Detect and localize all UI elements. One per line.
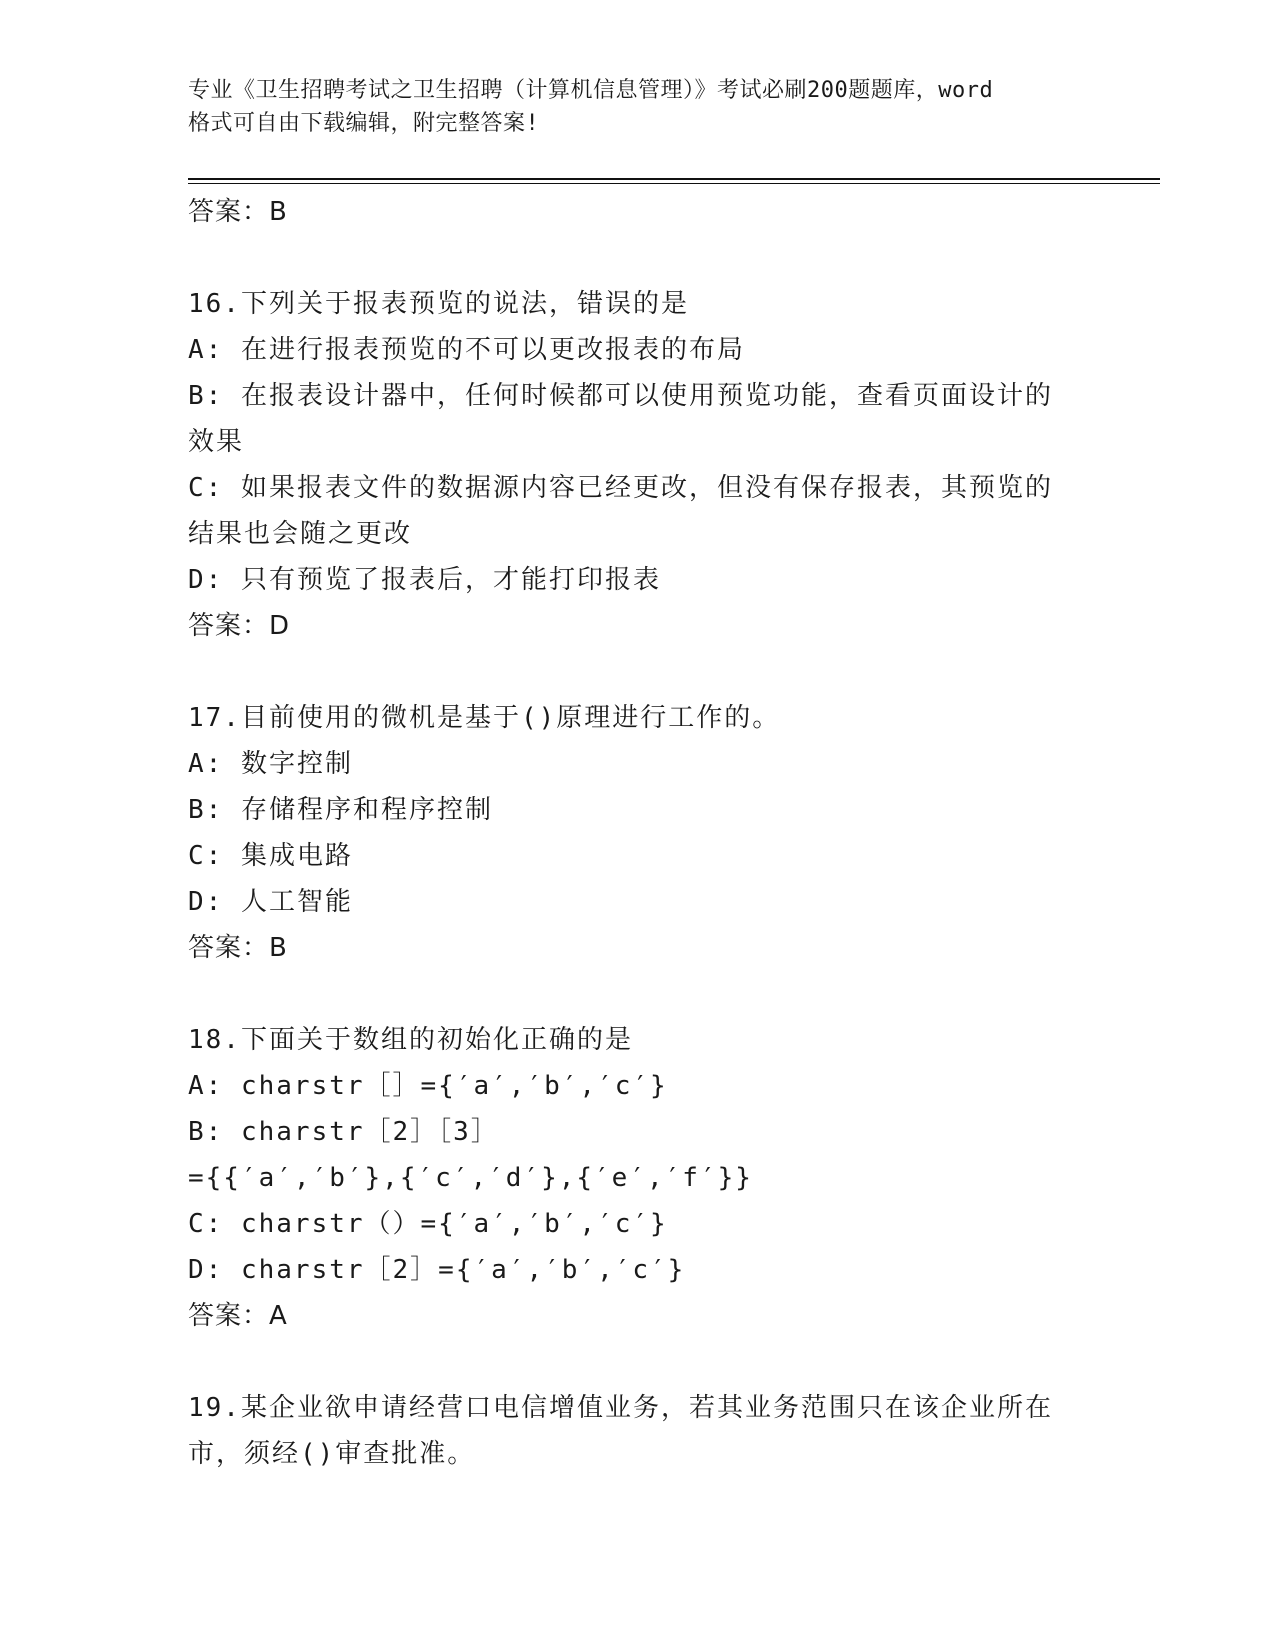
question-17	[188, 695, 1088, 971]
header-divider	[188, 178, 1160, 180]
option-c: C: 如果报表文件的数据源内容已经更改，但没有保存报表，其预览的	[188, 473, 1053, 503]
spacer	[188, 649, 1088, 695]
option-a: A: 数字控制	[188, 749, 353, 779]
answer: 答案：A	[188, 1301, 288, 1331]
header-line-2: 格式可自由下载编辑，附完整答案!	[188, 111, 540, 136]
option-b-continued: ={{′a′,′b′},{′c′,′d′},{′e′,′f′}}	[188, 1163, 753, 1193]
option-a: A: 在进行报表预览的不可以更改报表的布局	[188, 335, 745, 365]
option-b-continued: 效果	[188, 427, 245, 457]
spacer	[188, 235, 1088, 281]
question-stem: 19.某企业欲申请经营口电信增值业务，若其业务范围只在该企业所在	[188, 1393, 1053, 1423]
document-header	[188, 74, 1088, 140]
answer: 答案：B	[188, 933, 288, 963]
question-18	[188, 1017, 1088, 1339]
option-c: C: charstr（）={′a′,′b′,′c′}	[188, 1209, 668, 1239]
option-d: D: 人工智能	[188, 887, 353, 917]
previous-answer: 答案：B	[188, 197, 288, 227]
option-b: B: 存储程序和程序控制	[188, 795, 493, 825]
question-19	[188, 1385, 1088, 1477]
option-c-continued: 结果也会随之更改	[188, 519, 413, 549]
question-16	[188, 281, 1088, 649]
option-a: A: charstr［］={′a′,′b′,′c′}	[188, 1071, 668, 1101]
spacer	[188, 1339, 1088, 1385]
spacer	[188, 971, 1088, 1017]
question-stem: 18.下面关于数组的初始化正确的是	[188, 1025, 633, 1055]
answer: 答案：D	[188, 611, 291, 641]
option-c: C: 集成电路	[188, 841, 353, 871]
option-d: D: charstr［2］={′a′,′b′,′c′}	[188, 1255, 686, 1285]
option-b: B: 在报表设计器中，任何时候都可以使用预览功能，查看页面设计的	[188, 381, 1053, 411]
header-line-1: 专业《卫生招聘考试之卫生招聘（计算机信息管理）》考试必刷200题题库，word	[188, 78, 994, 103]
option-d: D: 只有预览了报表后，才能打印报表	[188, 565, 661, 595]
header-divider-thin	[188, 183, 1160, 184]
question-stem: 16.下列关于报表预览的说法，错误的是	[188, 289, 689, 319]
option-b: B: charstr［2］［3］	[188, 1117, 499, 1147]
question-list	[188, 189, 1088, 1477]
question-stem-continued: 市，须经()审查批准。	[188, 1439, 476, 1469]
question-stem: 17.目前使用的微机是基于()原理进行工作的。	[188, 703, 781, 733]
